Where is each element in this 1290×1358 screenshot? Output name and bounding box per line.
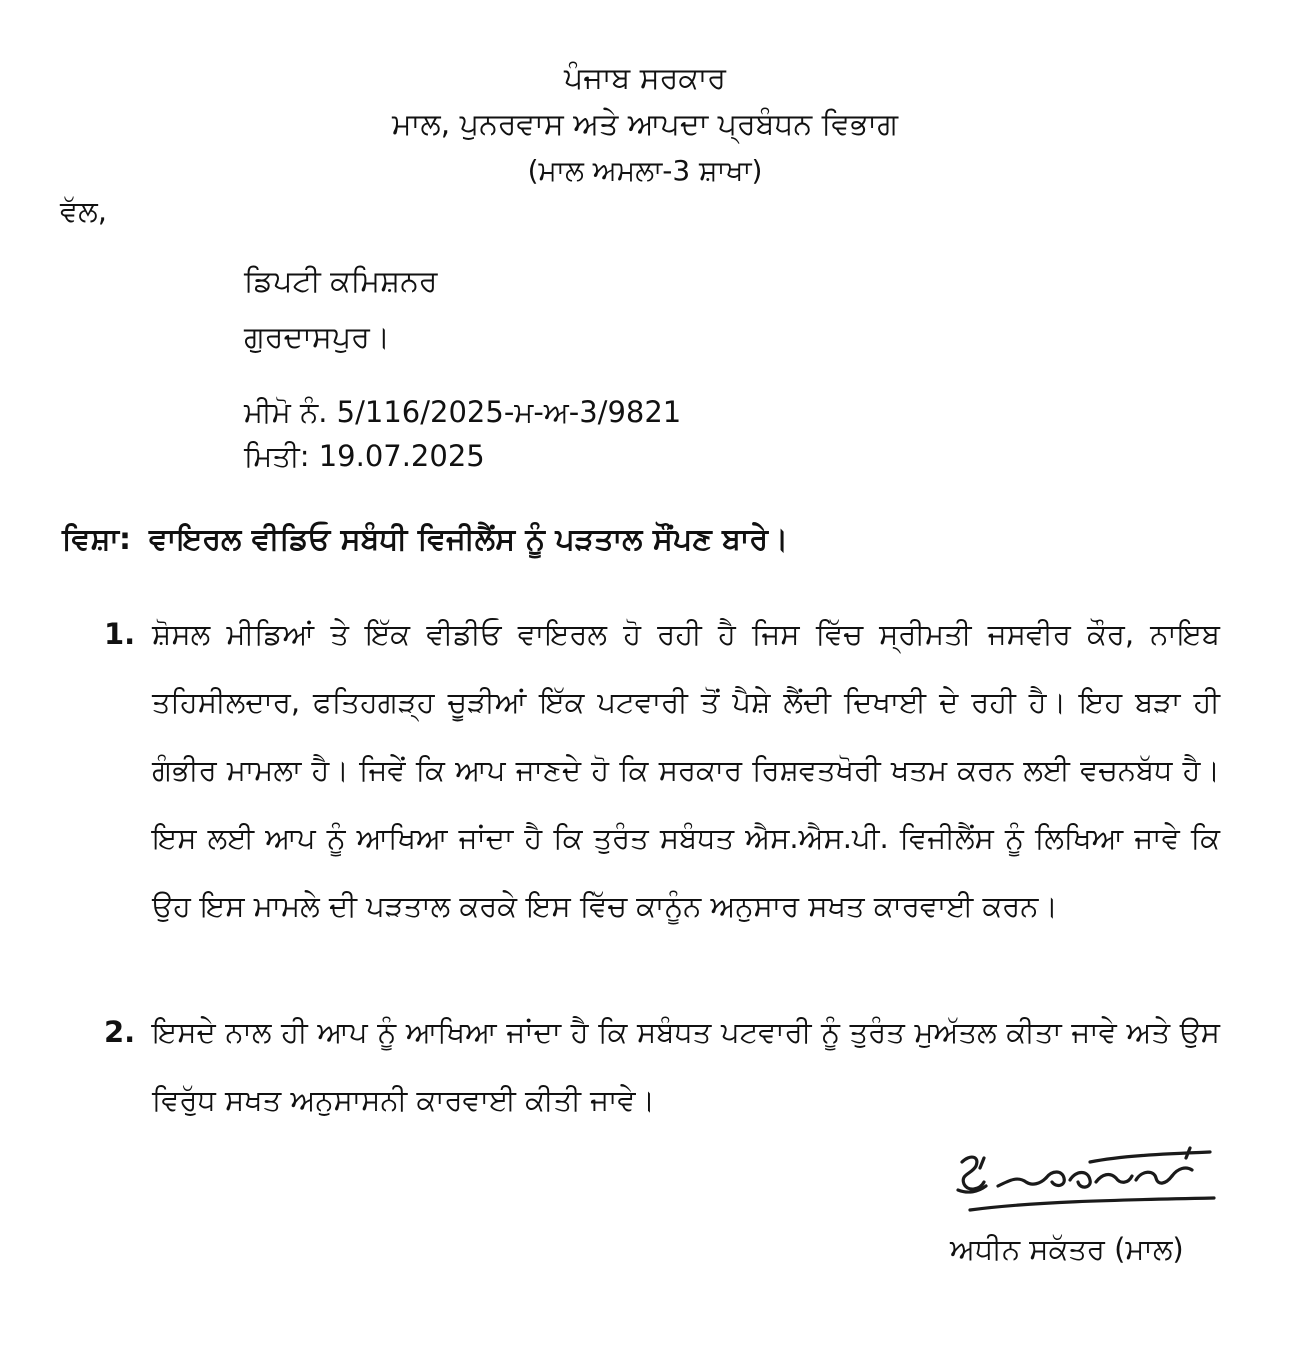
subject-text: ਵਾਇਰਲ ਵੀਡਿਓ ਸਬੰਧੀ ਵਿਜੀਲੈਂਸ ਨੂੰ ਪੜਤਾਲ ਸੌਂਪਣ ਬਾਰੇ। (149, 522, 789, 557)
subject-label: ਵਿਸ਼ਾ: (62, 522, 131, 557)
memo-number: ਮੀਮੋ ਨੰ. 5/116/2025-ਮ-ਅ-3/9821 (244, 395, 682, 429)
letter-header (0, 56, 1290, 194)
paragraph-number: 1. (104, 617, 136, 651)
paragraph-text: ਇਸਦੇ ਨਾਲ ਹੀ ਆਪ ਨੂੰ ਆਖਿਆ ਜਾਂਦਾ ਹੈ ਕਿ ਸਬੰਧਤ ਪਟਵਾਰੀ ਨੂੰ ਤੁਰੰਤ ਮੁਅੱਤਲ ਕੀਤਾ ਜਾਵੇ ਅਤੇ ਉਸ ਵਿਰੁੱਧ ਸਖਤ ਅਨੁਸਾਸਨੀ ਕਾਰਵਾਈ ਕੀਤੀ ਜਾਵੇ। (152, 1015, 1220, 1117)
branch-name: (ਮਾਲ ਅਮਲਾ-3 ਸ਼ਾਖਾ) (527, 154, 763, 187)
memo-block (244, 390, 681, 478)
government-name: ਪੰਜਾਬ ਸਰਕਾਰ (564, 61, 726, 96)
addressee-designation: ਡਿਪਟੀ ਕਮਿਸ਼ਨਰ (244, 264, 438, 299)
handwritten-signature (940, 1140, 1230, 1230)
to-label: ਵੱਲ, (60, 194, 107, 228)
paragraph-text: ਸ਼ੋਸਲ ਮੀਡਿਆਂ ਤੇ ਇੱਕ ਵੀਡੀਓ ਵਾਇਰਲ ਹੋ ਰਹੀ ਹੈ ਜਿਸ ਵਿੱਚ ਸ੍ਰੀਮਤੀ ਜਸਵੀਰ ਕੌਰ, ਨਾਇਬ ਤਹਿਸੀਲਦਾਰ, ਫਤਿਹਗੜ੍ਹ ਚੂੜੀਆਂ ਇੱਕ ਪਟਵਾਰੀ ਤੋਂ ਪੈਸ਼ੇ ਲੈਂਦੀ ਦਿਖਾਈ ਦੇ ਰਹੀ ਹੈ। ਇਹ ਬੜਾ ਹੀ ਗੰਭੀਰ ਮਾਮਲਾ ਹੈ। ਜਿਵੇਂ ਕਿ ਆਪ ਜਾਣਦੇ ਹੋ ਕਿ ਸਰਕਾਰ ਰਿਸ਼ਵਤਖੋਰੀ ਖਤਮ ਕਰਨ ਲਈ ਵਚਨਬੱਧ ਹੈ। ਇਸ ਲਈ ਆਪ ਨੂੰ ਆਖਿਆ ਜਾਂਦਾ ਹੈ ਕਿ ਤੁਰੰਤ ਸਬੰਧਤ ਐਸ.ਐਸ.ਪੀ. ਵਿਜੀਲੈਂਸ ਨੂੰ ਲਿਖਿਆ ਜਾਵੇ ਕਿ ਉਹ ਇਸ ਮਾਮਲੇ ਦੀ ਪੜਤਾਲ ਕਰਕੇ ਇਸ ਵਿੱਚ ਕਾਨੂੰਨ ਅਨੁਸਾਰ ਸਖਤ ਕਾਰਵਾਈ ਕਰਨ। (152, 617, 1220, 923)
paragraph-number: 2. (104, 1015, 136, 1049)
addressee-location: ਗੁਰਦਾਸਪੁਰ। (244, 320, 391, 355)
department-name: ਮਾਲ, ਪੁਨਰਵਾਸ ਅਤੇ ਆਪਦਾ ਪ੍ਰਬੰਧਨ ਵਿਭਾਗ (392, 107, 898, 142)
signatory-title: ਅਧੀਨ ਸਕੱਤਰ (ਮਾਲ) (950, 1232, 1184, 1266)
addressee-block (244, 254, 438, 366)
memo-date: ਮਿਤੀ: 19.07.2025 (244, 439, 485, 473)
subject-line (62, 522, 788, 557)
